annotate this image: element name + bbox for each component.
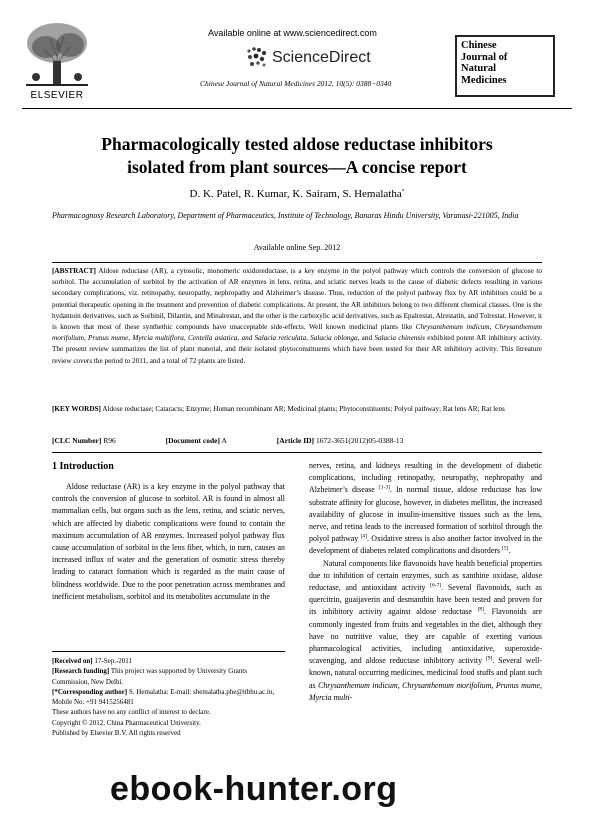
citation[interactable]: [9] xyxy=(485,655,493,662)
footnotes xyxy=(52,656,285,738)
clc-number xyxy=(52,436,140,445)
keywords xyxy=(52,404,542,415)
journal-citation: Chinese Journal of Natural Medicines 2012, 10(5): 0388−0340 xyxy=(200,79,392,88)
available-online-link[interactable]: Available online at www.sciencedirect.com xyxy=(208,28,377,38)
article-id-value: 1672-3651(2012)05-0388-13 xyxy=(314,436,404,445)
corresponding-label: [*Corresponding author] xyxy=(52,687,128,696)
doc-code-value: A xyxy=(220,436,227,445)
corresponding-note xyxy=(52,687,285,708)
watermark: ebook-hunter.org xyxy=(110,770,398,808)
abstract-text: Aldose reductase (AR), a cytosolic, monomeric oxidoreductase, is a key enzyme in the polyol pathway which controls the conversion of glucose to sorbitol. The accumulation of sorbitol by the activation of AR enzymes in lens, retina, and sciatic nerves leads to the cause of diabetic defects resulting in various secondary complications, viz. retinopathy, neuropathy, nephropathy and Alzheimer’s disease. Thus, reduction of the polyol pathway flux by AR inhibitors could be a potential therapeutic opening in the treatment and prevention of diabetic complications. At present, the AR inhibitors belong to two different chemical classes. One is the hydantoin derivatives, such as Sorbinil, Dilantin, and Minalrestat, and the other is the carboxylic acid derivatives, such as Epalrestat, Alrestatin, and Tolrestat. However, it is known that most of these synthethic compounds have unacceptable side-effects. Well known medicinal plants like xyxy=(52,267,542,332)
abstract-bottom-rule xyxy=(52,452,542,453)
paragraph xyxy=(309,460,542,558)
text: . Several well-known, natural occurring medicines, medicinal food stuffs and plant such as xyxy=(309,656,543,690)
text: . Several flavonoids, such as quercitrin, guaijaverin and desmanthin have been tested and proven for its inhibitory activity against aldose reductase xyxy=(309,583,542,617)
corresponding-value: S. Hemalatha: E-mail: shemalatha.phe@itbhu.ac.in, Mobile No. +91 9415256481 xyxy=(52,687,275,707)
journal-box-line: Chinese xyxy=(461,40,497,51)
text: . xyxy=(508,546,511,556)
received-label: [Received on] xyxy=(52,657,93,665)
authors-text: D. K. Patel, R. Kumar, K. Sairam, S. Hemalatha xyxy=(189,188,402,200)
journal-name-box xyxy=(455,35,555,97)
right-column xyxy=(309,460,542,704)
paragraph xyxy=(309,558,542,704)
citation[interactable]: [5] xyxy=(502,545,509,552)
abstract-top-rule xyxy=(52,262,542,263)
header-divider xyxy=(22,108,572,109)
funding-value: This project was supported by University Grants Commission, New Delhi. xyxy=(52,667,247,686)
title-line: isolated from plant sources—A concise report xyxy=(127,157,467,177)
copyright-note: Copyright © 2012, China Pharmaceutical University. xyxy=(52,718,201,727)
abstract xyxy=(52,266,542,367)
doc-code-label: [Document code] xyxy=(165,436,221,445)
sciencedirect-dots-icon xyxy=(244,45,270,71)
journal-box-line: Medicines xyxy=(461,74,507,86)
abstract-text: , and xyxy=(357,334,375,343)
published-note: Published by Elsevier B.V. All rights reserved xyxy=(52,729,181,738)
citation[interactable]: [1-3] xyxy=(378,484,390,491)
left-column xyxy=(52,481,285,603)
citation[interactable]: [8] xyxy=(477,606,484,613)
journal-box-line: Journal of xyxy=(461,51,508,63)
conflict-note: These authors have no any conflict of interest to declare. xyxy=(52,708,211,717)
plant-names: Chrysanthemum indicum, Chrysanthemum morifolium, Prunus mume, Myrcia multi- xyxy=(309,680,542,702)
affiliation: Pharmacognosy Research Laboratory, Department of Pharmaceutics, Institute of Technology, Banaras Hindu University, Varanasi-221005, India xyxy=(52,211,519,220)
abstract-plants: Chrysanthemum indicum, Chrysanthemum morifolium, Prunus mume, Myrcia multiflora, Centella asiatica, and Salacia reticulata, Salacia oblonga xyxy=(52,323,542,343)
abstract-plant-last: Salacia chinensis xyxy=(374,334,425,343)
paragraph: Aldose reductase (AR) is a key enzyme in the polyol pathway that controls the conversion of glucose to sorbitol. AR is found in almost all mammalian cells, but organs such as the lens, retina, and sciatic nerves, which are affected by diabetic complications were found to contain the maximum accumulation of AR enzymes. Increased polyol pathway flux cause accumulation of sorbitol in the lens fiber, which, in turn, causes an increased influx of water and the generation of osmotic stress thereby leading to cataract formation which is regarded as the main cause of blindness worldwide. Due to the poor penetration across membranes and inefficient metabolism, sorbitol and its metabolites accumulate in the xyxy=(52,482,285,601)
article-id xyxy=(277,436,428,445)
journal-box-line: Natural xyxy=(461,63,496,74)
clc-label: [CLC Number] xyxy=(52,436,102,445)
received-note xyxy=(52,656,285,666)
available-online-date: Available online Sep. 2012 xyxy=(253,243,341,252)
citation[interactable]: [6-7] xyxy=(430,582,442,589)
article-id-label: [Article ID] xyxy=(276,436,315,445)
abstract-label: [ABSTRACT] xyxy=(52,267,96,275)
article-title xyxy=(20,133,574,179)
corresponding-mark: * xyxy=(401,188,405,195)
section-heading: 1 Introduction xyxy=(52,461,114,472)
author-list xyxy=(20,188,574,200)
elsevier-tree-logo xyxy=(22,19,92,89)
classification-line xyxy=(52,436,542,445)
text: nerves, retina, and kidneys resulting in the development of diabetic complications, including retinopathy, neuropathy, nephropathy and Alzheimer’s disease xyxy=(309,461,542,495)
title-line: Pharmacologically tested aldose reductase inhibitors xyxy=(101,134,493,154)
funding-label: [Research funding] xyxy=(52,667,110,676)
text: . Flavonoids are commonly ingested from fruits and vegetables in the diet, although they have no nutritive value, they are capable of exerting various pharmacological activities, including antioxidative, superoxide-scavenging, and aldose reductase inhibitory activity xyxy=(309,607,542,666)
text: . In normal tissue, aldose reductase has low substrate affinity for glucose, however, in diabetes mellitus, the increased availability of glucose in insulin-insensitive tissues such as the lens, nerve, and retina leads to the increased formation of sorbitol through the polyol pathway xyxy=(309,485,542,544)
text: Natural components like flavonoids have health beneficial properties due to inhibition of certain enzymes, such as xanthine oxidase, aldose reductase, and antioxidant activity xyxy=(309,558,542,593)
funding-note xyxy=(52,666,285,687)
keywords-label: [KEY WORDS] xyxy=(52,405,101,413)
text: . Oxidative stress is also another factor involved in the development of diabetes related complications and disorders xyxy=(309,534,542,556)
sciencedirect-logo: ScienceDirect xyxy=(272,49,371,66)
publisher-name: ELSEVIER xyxy=(30,90,84,101)
clc-value: R96 xyxy=(101,436,116,445)
citation[interactable]: [4] xyxy=(360,533,367,540)
document-code xyxy=(166,436,251,445)
keywords-text: Aldose reductase; Cataracts; Enzyme; Human recombinant AR; Medicinal plants; Phytoconstituents; Polyol pathway; Rat lens AR; Rat lens xyxy=(100,405,505,413)
footnote-rule xyxy=(52,651,285,652)
abstract-text: exhibited potent AR inhibitory activity. The present review summarizes the list of plant material, and their isolated phytoconstituents which have been tested for their AR inhibitory activity. This litreature review covers the period to 2011, and a total of 72 plants are listed. xyxy=(52,334,542,365)
received-value: 17-Sep.-2011 xyxy=(92,657,133,665)
